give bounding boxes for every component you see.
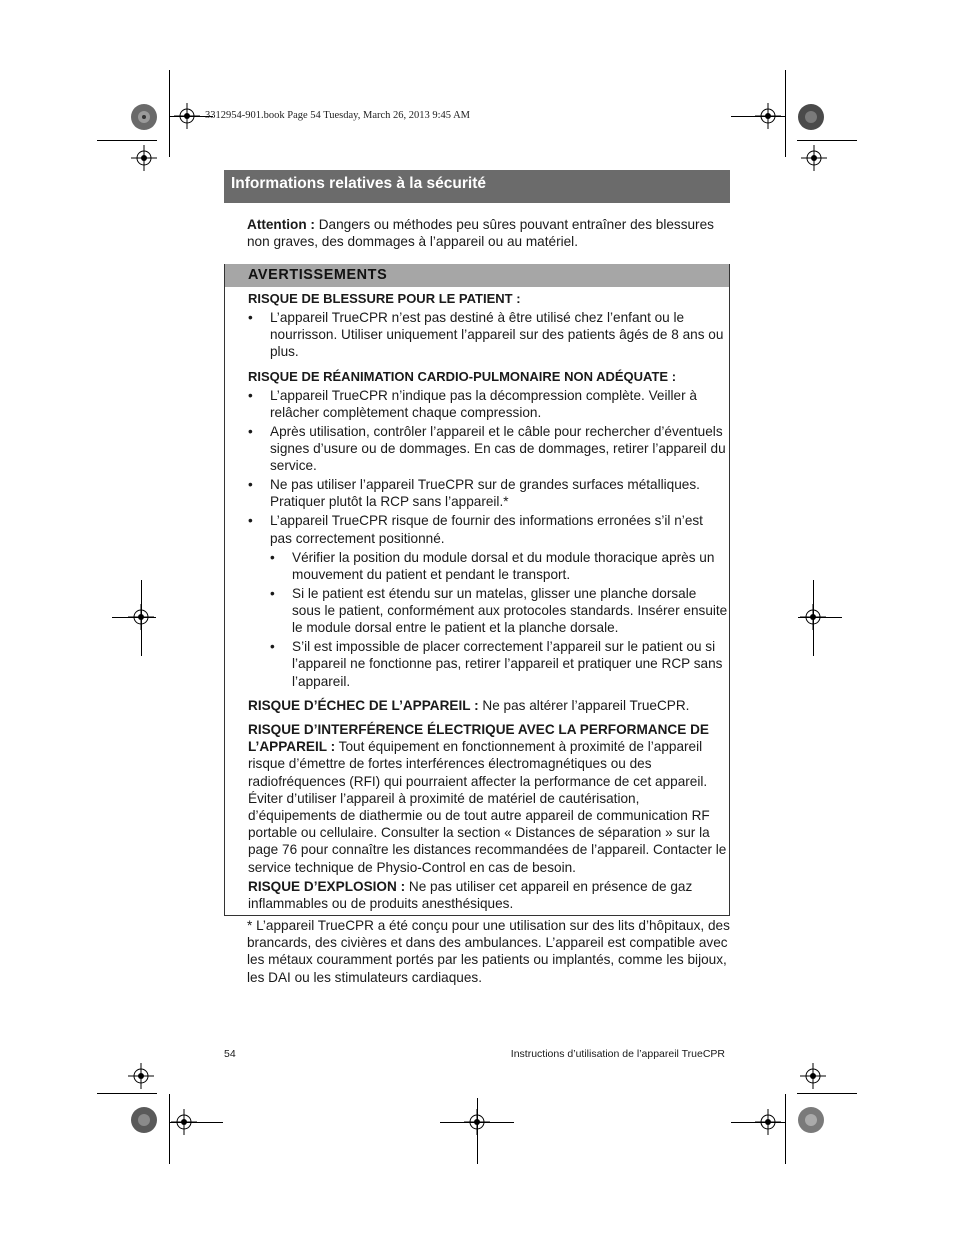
- bullet-icon: •: [248, 423, 253, 439]
- registration-mark-icon: [131, 145, 157, 171]
- warnings-box: [224, 264, 730, 916]
- registration-mark-icon: [171, 1109, 197, 1135]
- registration-mark-icon: [464, 1109, 490, 1135]
- color-wheel-icon: [130, 103, 158, 131]
- registration-mark-icon: [755, 103, 781, 129]
- bullet-icon: •: [248, 387, 253, 403]
- list-item: • Ne pas utiliser l’appareil TrueCPR sur de grandes surfaces métalliques. Pratiquer plutôt la RCP sans l’appareil.*: [248, 477, 700, 510]
- list-item: • L’appareil TrueCPR risque de fournir des informations erronées s’il n’est pas correctement positionné.: [248, 513, 703, 546]
- color-wheel-icon: [797, 103, 825, 131]
- warnings-body: [248, 288, 728, 912]
- sub-list-item: • Si le patient est étendu sur un matelas, glisser une planche dorsale sous le patient, conformément aux protocoles standards. Insérer ensuite le module dorsal entre le patient et la planche dorsale.: [270, 585, 728, 636]
- patient-risk-heading: RISQUE DE BLESSURE POUR LE PATIENT :: [248, 291, 521, 306]
- color-wheel-icon: [130, 1106, 158, 1134]
- bullet-icon: •: [248, 310, 253, 325]
- sub-list-item: • S’il est impossible de placer correctement l’appareil sur le patient ou si l’appareil ne fonctionne pas, retirer l’appareil et pratiquer une RCP sans l’appareil.: [270, 639, 723, 689]
- intro-paragraph: [247, 216, 731, 250]
- registration-mark-icon: [801, 145, 827, 171]
- color-wheel-icon: [797, 1106, 825, 1134]
- list-item: • L’appareil TrueCPR n’est pas destiné à être utilisé chez l’enfant ou le nourrisson. Utiliser uniquement l’appareil sur des patients âgés de 8 ans ou plus.: [248, 310, 724, 360]
- footer-doc-title: Instructions d’utilisation de l’appareil TrueCPR: [510, 1048, 725, 1060]
- explosion-paragraph: RISQUE D’EXPLOSION : Ne pas utiliser cet appareil en présence de gaz inflammables ou de produits anesthésiques.: [248, 878, 693, 912]
- registration-mark-icon: [174, 103, 200, 129]
- attention-label: Attention :: [247, 217, 315, 232]
- section-title: Informations relatives à la sécurité: [224, 170, 730, 203]
- registration-mark-icon: [128, 1063, 154, 1089]
- sub-list-item: • Vérifier la position du module dorsal et du module thoracique après un mouvement du patient et pendant le transport.: [270, 549, 715, 582]
- cpr-risk-heading: RISQUE DE RÉANIMATION CARDIO-PULMONAIRE NON ADÉQUATE :: [248, 368, 677, 384]
- registration-mark-icon: [128, 604, 154, 630]
- registration-mark-icon: [800, 1063, 826, 1089]
- bullet-icon: •: [248, 513, 253, 529]
- list-item: • L’appareil TrueCPR n’indique pas la décompression complète. Veiller à relâcher complètement chaque compression.: [248, 387, 697, 420]
- bullet-icon: •: [270, 639, 275, 655]
- attention-text: Dangers ou méthodes peu sûres pouvant entraîner des blessures non graves, des dommages à l’appareil ou au matériel.: [247, 217, 714, 250]
- warnings-title: AVERTISSEMENTS: [225, 264, 729, 287]
- book-info: 3312954-901.book Page 54 Tuesday, March 26, 2013 9:45 AM: [205, 110, 471, 121]
- bullet-icon: •: [270, 585, 275, 601]
- list-item: • Après utilisation, contrôler l’appareil et le câble pour rechercher d’éventuels signes d’usure ou de dommages. En cas de dommages, retirer l’appareil du service.: [248, 423, 726, 474]
- page-number: 54: [224, 1048, 236, 1060]
- registration-mark-icon: [800, 604, 826, 630]
- registration-mark-icon: [755, 1109, 781, 1135]
- bullet-icon: •: [248, 477, 253, 493]
- device-failure-paragraph: RISQUE D’ÉCHEC DE L’APPAREIL : Ne pas altérer l’appareil TrueCPR.: [248, 697, 690, 713]
- interference-paragraph: RISQUE D’INTERFÉRENCE ÉLECTRIQUE AVEC LA PERFORMANCE DE L’APPAREIL : Tout équipement en fonctionnement à proximité de l’appareil risque d’émettre de fortes interférences électromagnétiques ou des radiofréquences (RFI) qui pourraient affecter la performance de cet appareil. Éviter d’utiliser l’appareil à proximité de matériel de cautérisation, d’équipements de diathermie ou de tout autre appareil de communication RF portable ou cellulaire. Consulter la section « Distances de séparation » sur la page 76 pour connaître les distances recommandées de l’appareil. Contacter le service technique de Physio-Control en cas de besoin.: [248, 722, 727, 875]
- footnote: * L’appareil TrueCPR a été conçu pour une utilisation sur des lits d’hôpitaux, des brancards, des civières et dans des ambulances. L’appareil est compatible avec les métaux couramment portés par les patients ou implantés, comme les bijoux, les DAI ou les stimulateurs cardiaques.: [247, 918, 730, 985]
- bullet-icon: •: [270, 549, 275, 565]
